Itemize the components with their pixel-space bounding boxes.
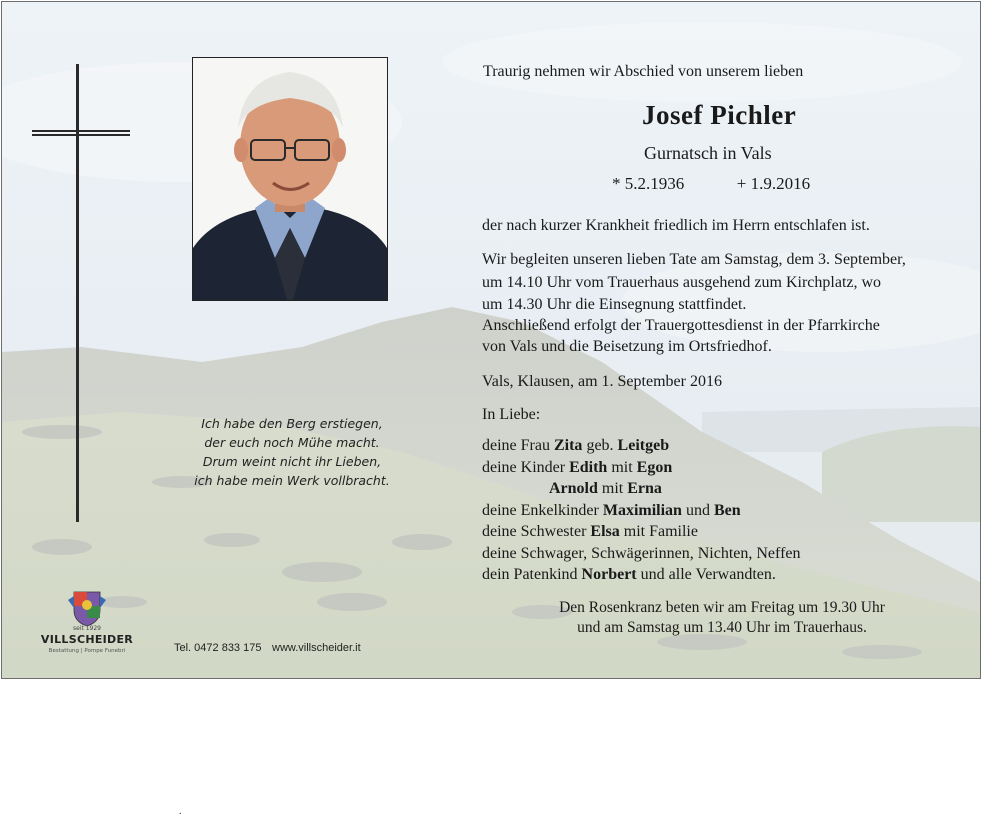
funeral-line: Anschließend erfolgt der Trauergottesdienst in der Pfarrkirche (482, 317, 880, 334)
in-love-heading: In Liebe: (482, 406, 541, 423)
poem (157, 414, 427, 490)
family-line (482, 478, 801, 500)
cross-bar-icon (32, 134, 130, 136)
family-line: deine Schwager, Schwägerinnen, Nichten, Neffen (482, 544, 801, 562)
poem-line: Drum weint nicht ihr Lieben, (202, 454, 382, 469)
family-name: Edith (569, 458, 608, 476)
family-name: Maximilian (602, 501, 682, 519)
family-text: mit (607, 458, 637, 476)
place-date: Vals, Klausen, am 1. September 2016 (482, 373, 722, 390)
family-text: und alle Verwandten. (636, 566, 776, 583)
family-name: Leitgeb (617, 437, 670, 454)
portrait-photo (192, 57, 388, 301)
family-line (482, 500, 801, 522)
family-name: Ben (713, 501, 741, 519)
family-text: deine Enkelkinder (482, 501, 603, 519)
intro-text: Traurig nehmen wir Abschied von unserem lieben (483, 63, 804, 80)
logo-subtitle: Bestattung | Pompe Funebri (48, 648, 126, 654)
family-name: Zita (553, 437, 583, 454)
passing-text: der nach kurzer Krankheit friedlich im Herrn entschlafen ist. (482, 217, 870, 234)
family-line (482, 564, 801, 586)
family-list (482, 435, 801, 586)
family-name: Erna (627, 480, 662, 497)
obituary-card (1, 1, 981, 679)
funeral-line: um 14.30 Uhr die Einsegnung stattfindet. (482, 296, 747, 313)
rosary-line: und am Samstag um 13.40 Uhr im Trauerhaus. (577, 619, 867, 636)
family-text: deine Schwester (482, 523, 591, 540)
logo-name: VILLSCHEIDER (40, 633, 134, 646)
funeral-line: von Vals und die Beisetzung im Ortsfriedhof. (482, 338, 772, 355)
family-text: geb. (582, 437, 618, 454)
rosary-notice (482, 598, 962, 638)
family-text: mit Familie (619, 523, 698, 540)
life-dates (612, 174, 810, 194)
cross-icon (76, 64, 79, 522)
poem-line: der euch noch Mühe macht. (204, 435, 380, 450)
family-text: mit (597, 480, 628, 497)
phone-number: Tel. 0472 833 175 (174, 642, 262, 654)
family-name: Arnold (549, 480, 598, 497)
coat-of-arms-icon (32, 588, 142, 628)
family-name: Norbert (581, 566, 637, 583)
family-line (482, 521, 801, 543)
funeral-line: Wir begleiten unseren lieben Tate am Samstag, dem 3. September, (482, 251, 906, 268)
family-text: dein Patenkind (482, 566, 582, 583)
family-name: Egon (636, 458, 673, 476)
website-link[interactable]: www.villscheider.it (272, 642, 361, 654)
logo-est: seit 1929 (72, 625, 101, 632)
poem-line: ich habe mein Werk vollbracht. (194, 473, 390, 488)
family-text: und (681, 501, 714, 519)
family-line (482, 457, 801, 479)
cross-bar-icon (32, 130, 130, 132)
deceased-name: Josef Pichler (642, 100, 797, 130)
birth-date: * 5.2.1936 (612, 174, 685, 193)
stray-mark: . (179, 806, 182, 817)
funeral-home-logo (32, 588, 142, 668)
family-line (482, 435, 801, 457)
family-text: deine Frau (482, 437, 554, 454)
funeral-line: um 14.10 Uhr vom Trauerhaus ausgehend zum Kirchplatz, wo (482, 274, 882, 291)
death-date: + 1.9.2016 (736, 174, 811, 193)
family-text: deine Kinder (482, 458, 570, 476)
poem-line: Ich habe den Berg erstiegen, (201, 416, 383, 431)
deceased-place: Gurnatsch in Vals (644, 143, 772, 163)
rosary-line: Den Rosenkranz beten wir am Freitag um 19.30 Uhr (559, 599, 885, 616)
family-name: Elsa (590, 523, 620, 540)
